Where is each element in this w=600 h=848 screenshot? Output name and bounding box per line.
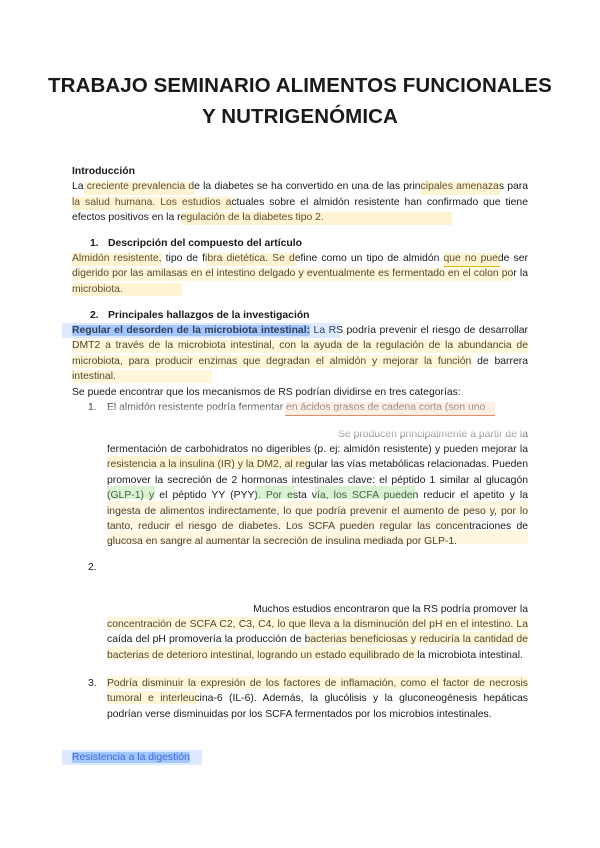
intro-paragraph: La creciente prevalencia de la diabetes se ha convertido en una de las principales amenazas para la salud humana. Los estudios actuales sobre el almidón resistente han confirmado que tiene efectos positivos en la regulación de la diabetes tipo 2. [72,181,528,224]
list-item-1-body: fermentación de carbohidratos no digeribles (p. ej: almidón resistente) y pueden mejorar la resistencia a la insulina (IR) y la DM2, al regular las vías metabólicas relacionadas. Pueden promover la secreción de 2 hormonas intestinales clave: el péptido 1 similar al glucagón (GLP-1) y el péptido YY (PYY). Por esta vía, los SCFA pueden reducir el apetito y la ingesta de alimentos indirectamente, lo que podría prevenir el aumento de peso y, por lo tanto, reducir el riesgo de diabetes. Los SCFA pueden regular las concentraciones de glucosa en sangre al aumentar la secreción de insulina mediada por GLP-1. [107,444,528,548]
list-item-2-number: 2. [88,562,97,573]
section2-paragraph: La RS podría prevenir el riesgo de desarrollar DMT2 a través de la microbiota intestinal, con la ayuda de la regulación de la abundancia de microbiota, para producir enzimas que degradan el almidón y mejorar la función de barrera intestinal. [72,325,529,383]
section1-paragraph: Almidón resistente, tipo de fibra dietética. Se define como un tipo de almidón que no puede ser digerido por las amilasas en el intestino delgado y eventualmente es fermentado en el colon por la microbiota. [72,253,528,295]
section1-paragraph-wrap [72,251,528,297]
list-item-3-number: 3. [88,678,97,689]
list-item-1-second-line: Se producen principalmente a partir de la [337,429,528,440]
list-item-1-body-wrap [107,442,528,550]
intro-heading: Introducción [72,166,135,177]
digestion-resistance-link[interactable]: Resistencia a la digestión [72,752,190,763]
list-item-1-first-line: El almidón resistente podría fermentar en ácidos grasos de cadena corta (son uno [107,402,486,413]
list-item-3-body: Podría disminuir la expresión de los factores de inflamación, como el factor de necrosis tumoral e interleucina-6 (IL-6). Además, la glucólisis y la gluconeogénesis hepáticas podrían verse disminuidas por los SCFA fermentados por los microbios intestinales. [107,678,528,720]
page-title: TRABAJO SEMINARIO ALIMENTOS FUNCIONALES Y NUTRIGENÓMICA [48,74,552,128]
list-item-1-line2-wrap [106,427,528,442]
list-item-2-body-wrap [107,617,528,663]
section2-number: 2. [90,310,99,321]
section2-heading: Principales hallazgos de la investigación [108,310,310,321]
list-item-1-number: 1. [88,402,97,413]
list-item-3-body-wrap [107,676,528,722]
list-item-2-second-line: Muchos estudios encontraron que la RS podría promover la [253,604,528,615]
microbiota-link[interactable]: Regular el desorden de la microbiota intestinal: [72,325,311,336]
list-item-2-line2-wrap [106,602,528,617]
intro-section [72,164,528,226]
section1-number: 1. [90,238,99,249]
list-item-2-body: concentración de SCFA C2, C3, C4, lo que lleva a la disminución del pH en el intestino. La caída del pH promovería la producción de bacterias beneficiosas y reduciría la cantidad de bacterias de deterioro intestinal, logrando un estado equilibrado de la microbiota intestinal. [107,619,528,661]
blurred-region [100,420,520,426]
section1-heading: Descripción del compuesto del artículo [108,238,303,249]
digestion-resistance-wrap [72,750,528,765]
section2-body [72,323,528,400]
section2-categories-intro: Se puede encontrar que los mecanismos de RS podrían dividirse en tres categorías: [72,386,461,398]
